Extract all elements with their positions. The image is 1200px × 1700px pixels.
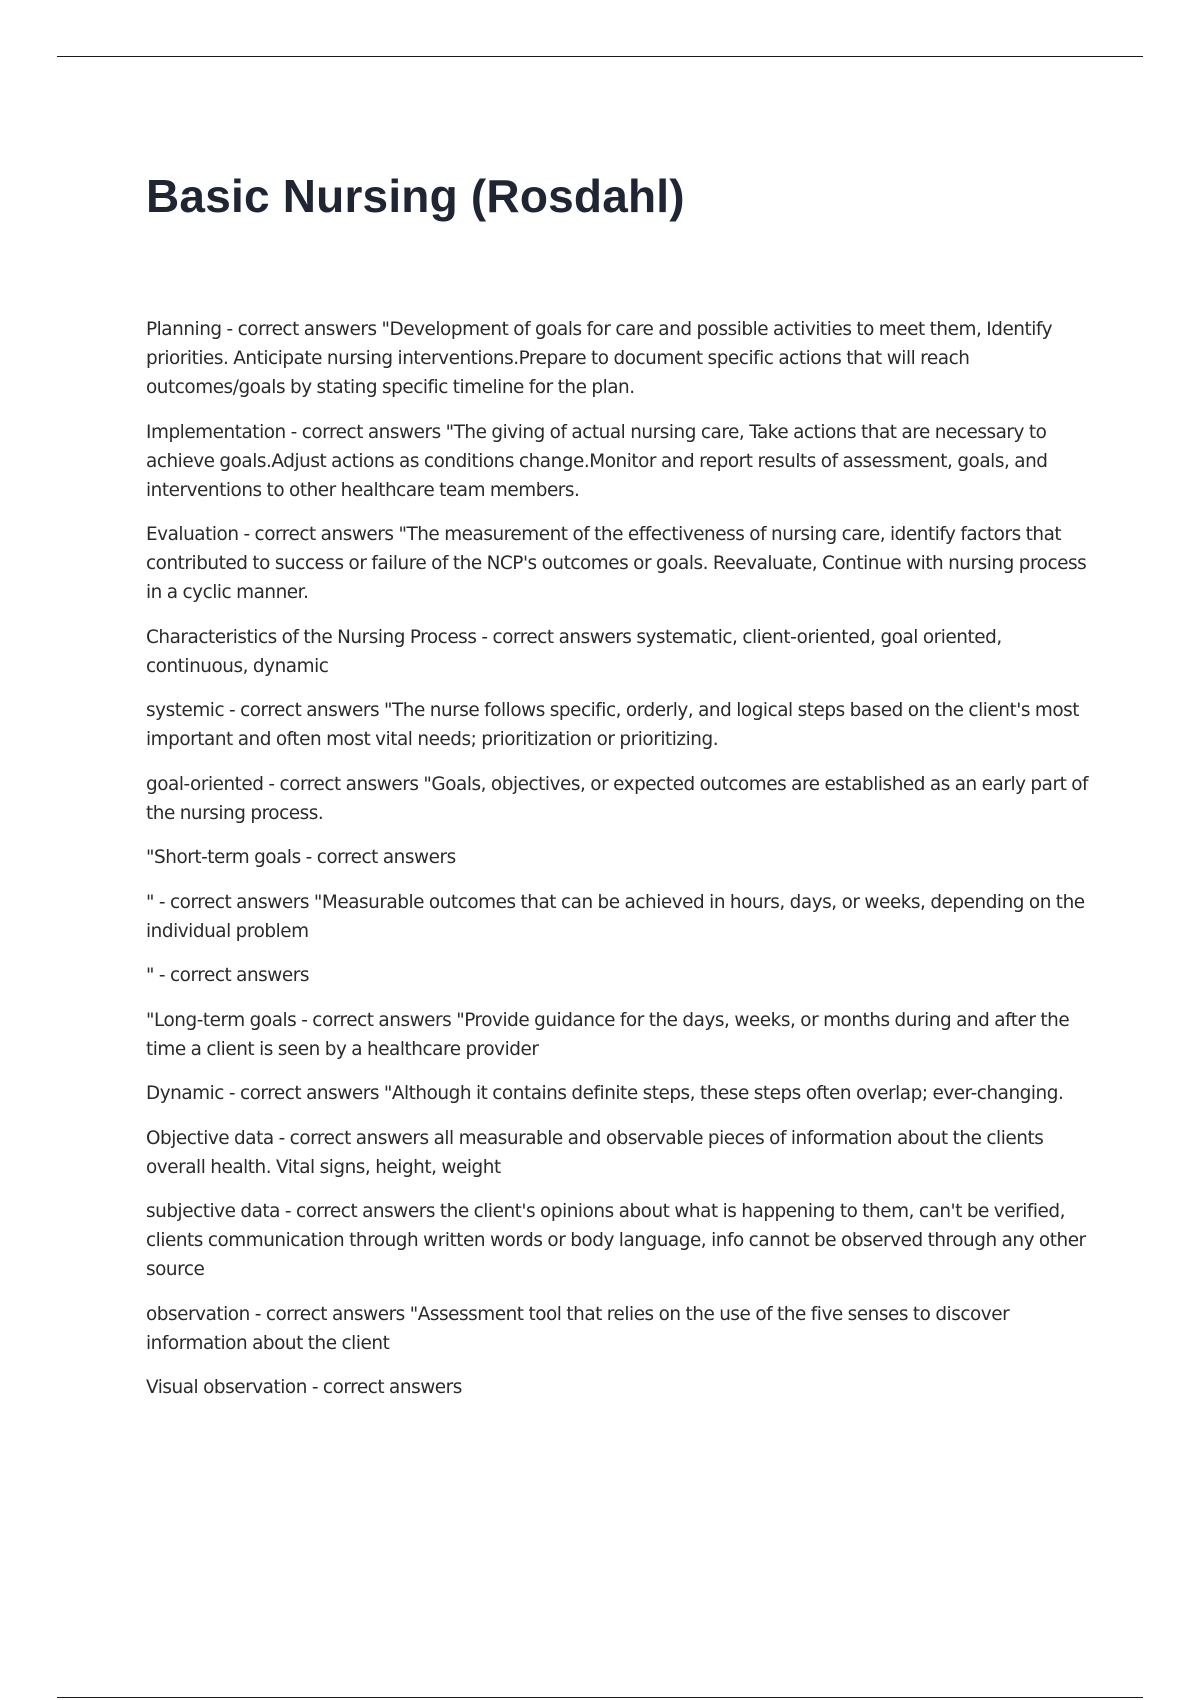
entry-separator: - bbox=[279, 1201, 296, 1222]
answer-label: correct answers bbox=[279, 773, 419, 795]
flashcard-entry bbox=[146, 418, 1091, 505]
entry-separator: - bbox=[306, 1377, 323, 1398]
entry-answer: "Provide guidance for the days, weeks, or months during and after the time a client is seen by a healthcare provider bbox=[146, 1009, 1070, 1060]
answer-label: correct answers bbox=[239, 1083, 379, 1104]
entry-term: subjective data bbox=[146, 1201, 280, 1222]
entry-term: Dynamic bbox=[146, 1083, 224, 1104]
entry-term: " bbox=[146, 891, 155, 913]
answer-label: correct answers bbox=[301, 421, 441, 443]
flashcard-entry bbox=[146, 1079, 1091, 1108]
answer-label: correct answers bbox=[237, 319, 377, 340]
entry-separator: - bbox=[249, 1303, 266, 1325]
entry-term: Implementation bbox=[146, 421, 286, 443]
entry-term: observation bbox=[146, 1303, 250, 1325]
entry-term: goal-oriented bbox=[146, 773, 264, 795]
flashcard-entry bbox=[146, 843, 1091, 872]
answer-label: correct answers bbox=[316, 847, 456, 868]
entry-term: Evaluation bbox=[146, 524, 239, 545]
entry-answer: systematic, client-oriented, goal oriented, continuous, dynamic bbox=[146, 626, 1002, 677]
entry-answer: "Goals, objectives, or expected outcomes are established as an early part of the nursing process. bbox=[146, 773, 1089, 824]
entry-separator: - bbox=[273, 1127, 290, 1149]
entry-answer: "The nurse follows specific, orderly, and logical steps based on the client's most important and often most vital needs; prioritization or prioritizing. bbox=[146, 700, 1080, 750]
flashcard-entry bbox=[146, 1197, 1091, 1284]
document-title: Basic Nursing (Rosdahl) bbox=[146, 170, 685, 222]
entry-separator: - bbox=[154, 891, 170, 913]
entry-answer: "The measurement of the effectiveness of nursing care, identify factors that contributed to success or failure of the NCP's outcomes or goals. Reevaluate, Continue with nursing process in a cyclic manner. bbox=[146, 524, 1087, 603]
flashcard-entry bbox=[146, 315, 1091, 402]
entry-term: "Short-term goals bbox=[146, 847, 301, 868]
answer-label: correct answers bbox=[170, 891, 309, 913]
entry-separator: - bbox=[285, 421, 302, 443]
entry-term: " bbox=[146, 965, 155, 986]
flashcard-entry bbox=[146, 696, 1091, 754]
entry-separator: - bbox=[476, 626, 493, 648]
entry-separator: - bbox=[221, 319, 238, 340]
entry-separator: - bbox=[223, 1083, 240, 1104]
entry-answer: "Although it contains definite steps, these steps often overlap; ever-changing. bbox=[383, 1083, 1064, 1104]
answer-label: correct answers bbox=[322, 1377, 462, 1398]
entry-separator: - bbox=[263, 773, 280, 795]
flashcard-entry bbox=[146, 623, 1091, 681]
entry-answer: the client's opinions about what is happening to them, can't be verified, clients communication through written words or body language, info cannot be observed through any other source bbox=[146, 1201, 1086, 1280]
answer-label: correct answers bbox=[312, 1009, 452, 1031]
flashcard-entry bbox=[146, 1006, 1091, 1064]
answer-label: correct answers bbox=[492, 626, 632, 648]
bottom-rule bbox=[57, 1697, 1143, 1698]
entry-term: "Long-term goals bbox=[146, 1009, 297, 1031]
entry-term: Visual observation bbox=[146, 1377, 307, 1398]
flashcard-entry bbox=[146, 520, 1091, 607]
answer-label: correct answers bbox=[265, 1303, 405, 1325]
answer-label: correct answers bbox=[240, 700, 380, 721]
entry-answer: "The giving of actual nursing care, Take actions that are necessary to achieve goals.Adjust actions as conditions change.Monitor and report results of assessment, goals, and interventions to other healthcare team members. bbox=[146, 421, 1048, 501]
flashcard-entry bbox=[146, 1373, 1091, 1402]
entry-separator: - bbox=[296, 1009, 313, 1031]
entry-answer: "Assessment tool that relies on the use of the five senses to discover information about the client bbox=[146, 1303, 1010, 1354]
entry-separator: - bbox=[224, 700, 241, 721]
flashcard-entry bbox=[146, 1300, 1091, 1358]
entry-answer: "Measurable outcomes that can be achieved in hours, days, or weeks, depending on the individual problem bbox=[146, 891, 1085, 942]
flashcard-entry bbox=[146, 770, 1091, 828]
flashcard-list bbox=[146, 315, 1091, 1418]
flashcard-entry bbox=[146, 1124, 1091, 1182]
entry-term: Planning bbox=[146, 319, 222, 340]
entry-answer: all measurable and observable pieces of information about the clients overall health. Vital signs, height, weight bbox=[146, 1127, 1044, 1178]
top-rule bbox=[57, 56, 1143, 57]
answer-label: correct answers bbox=[289, 1127, 429, 1149]
answer-label: correct answers bbox=[254, 524, 394, 545]
entry-term: systemic bbox=[146, 700, 225, 721]
entry-separator: - bbox=[154, 965, 170, 986]
flashcard-entry bbox=[146, 888, 1091, 946]
answer-label: correct answers bbox=[170, 965, 309, 986]
flashcard-entry bbox=[146, 961, 1091, 990]
entry-term: Objective data bbox=[146, 1127, 274, 1149]
entry-separator: - bbox=[300, 847, 317, 868]
entry-answer: "Development of goals for care and possible activities to meet them, Identify priorities. Anticipate nursing interventions.Prepare to document specific actions that will reach outcomes/goals by stating specific timeline for the plan. bbox=[146, 319, 1053, 398]
answer-label: correct answers bbox=[295, 1201, 435, 1222]
entry-term: Characteristics of the Nursing Process bbox=[146, 626, 477, 648]
entry-separator: - bbox=[238, 524, 255, 545]
